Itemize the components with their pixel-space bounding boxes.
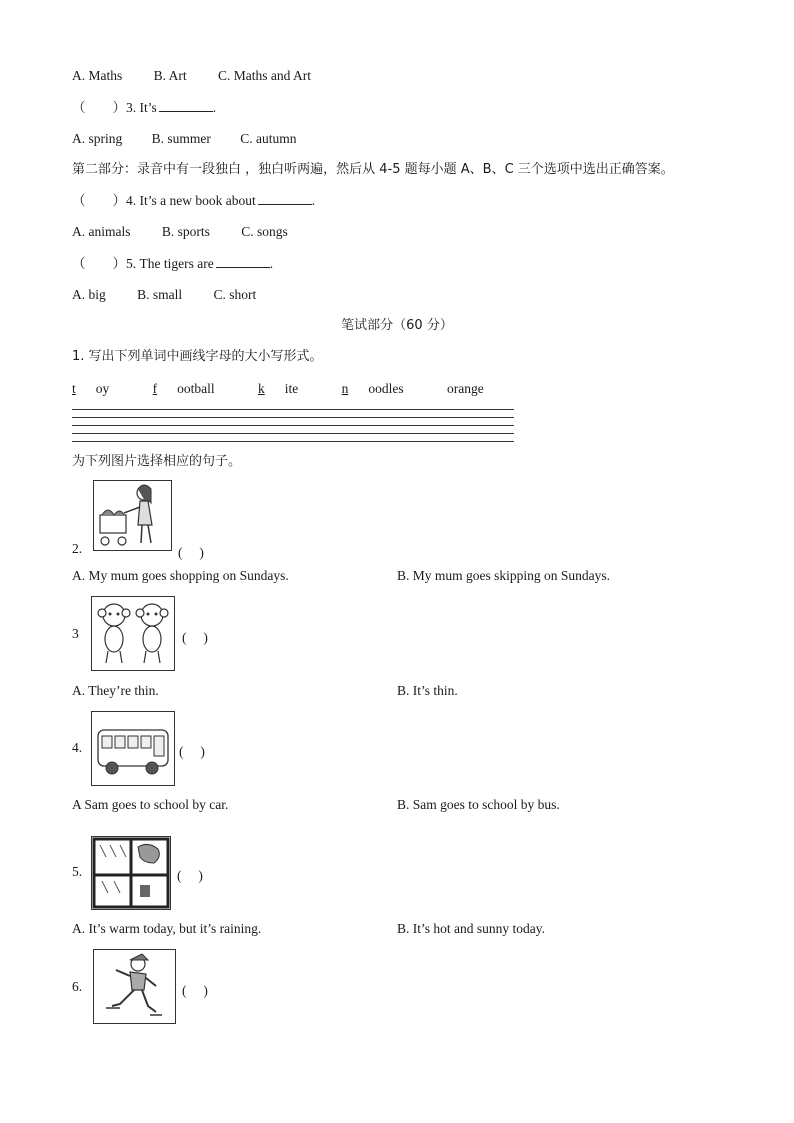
option: C. autumn bbox=[240, 131, 297, 146]
option: C. short bbox=[213, 287, 257, 302]
option-a: A. My mum goes shopping on Sundays. bbox=[72, 568, 289, 583]
part2-instruction: 第二部分：录音中有一段独白 ，独白听两遍，然后从 4-5 题每小题 A、B、C 三个选项中选出正确答案。 bbox=[72, 162, 674, 177]
option-a: A. It’s warm today, but it’s raining. bbox=[72, 921, 262, 936]
writing-line bbox=[72, 409, 514, 410]
q3-options bbox=[72, 130, 297, 148]
option: A. Maths bbox=[72, 68, 123, 83]
item-number: 5. bbox=[72, 864, 83, 879]
word: t oy bbox=[72, 381, 110, 396]
word: k ite bbox=[258, 381, 299, 396]
answer-bracket: ( ) bbox=[179, 744, 205, 759]
answer-bracket: ( ) bbox=[178, 545, 204, 560]
writing-line bbox=[72, 433, 514, 434]
section-title: 笔试部分（60 分） bbox=[341, 318, 453, 333]
bus-icon bbox=[91, 711, 175, 786]
option: C. songs bbox=[241, 224, 288, 239]
answer-blank bbox=[159, 99, 213, 112]
answer-blank bbox=[216, 255, 270, 268]
item-number: 4. bbox=[72, 740, 83, 755]
option: A. big bbox=[72, 287, 106, 302]
window-weather-icon bbox=[91, 836, 171, 910]
option: A. animals bbox=[72, 224, 131, 239]
item-number: 3 bbox=[72, 626, 79, 641]
word: f ootball bbox=[152, 381, 215, 396]
option: C. Maths and Art bbox=[218, 68, 312, 83]
item-number: 2. bbox=[72, 541, 83, 556]
option: B. small bbox=[137, 287, 183, 302]
q2-options bbox=[72, 67, 311, 85]
q4-options bbox=[72, 223, 288, 241]
q1-instruction: 1. 写出下列单词中画线字母的大小写形式。 bbox=[72, 349, 323, 364]
option-b: B. Sam goes to school by bus. bbox=[397, 797, 560, 812]
writing-line bbox=[72, 425, 514, 426]
picture-instruction: 为下列图片选择相应的句子。 bbox=[72, 454, 242, 469]
option: A. spring bbox=[72, 131, 123, 146]
question-4: （ ）4. It’s a new book about . bbox=[72, 193, 316, 208]
question-3: （ ）3. It’s . bbox=[72, 100, 217, 115]
writing-line bbox=[72, 417, 514, 418]
answer-bracket: ( ) bbox=[177, 868, 203, 883]
option-b: B. It’s hot and sunny today. bbox=[397, 921, 545, 936]
option-a: A Sam goes to school by car. bbox=[72, 797, 229, 812]
girl-shopping-cart-icon bbox=[93, 480, 172, 551]
option-b: B. It’s thin. bbox=[397, 683, 458, 698]
answer-blank bbox=[258, 192, 312, 205]
word: orange bbox=[447, 381, 484, 396]
word: n oodles bbox=[341, 381, 404, 396]
answer-bracket: ( ) bbox=[182, 630, 208, 645]
item-number: 6. bbox=[72, 979, 83, 994]
word-list bbox=[72, 380, 524, 398]
two-monkeys-icon bbox=[91, 596, 175, 671]
option-b: B. My mum goes skipping on Sundays. bbox=[397, 568, 611, 583]
question-5: （ ）5. The tigers are . bbox=[72, 256, 274, 271]
option: B. Art bbox=[153, 68, 187, 83]
option-a: A. They’re thin. bbox=[72, 683, 159, 698]
option: B. sports bbox=[161, 224, 210, 239]
writing-line bbox=[72, 441, 514, 442]
boy-skating-icon bbox=[93, 949, 176, 1024]
answer-bracket: ( ) bbox=[182, 983, 208, 998]
option: B. summer bbox=[151, 131, 211, 146]
q5-options bbox=[72, 286, 256, 304]
